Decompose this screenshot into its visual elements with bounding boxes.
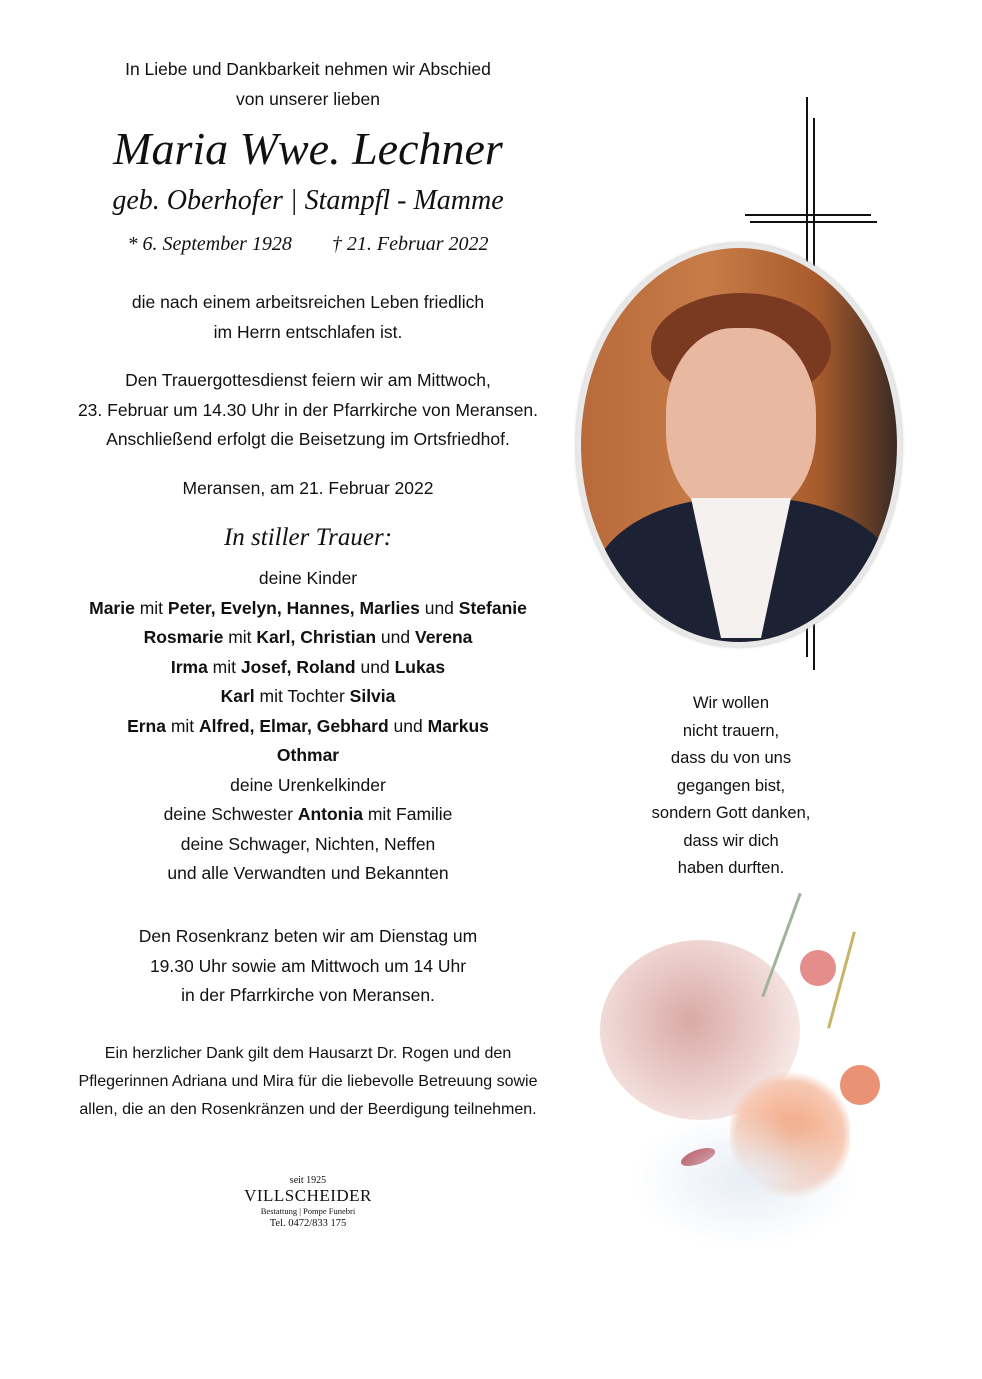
poem-line: gegangen bist, <box>676 776 786 795</box>
logo-name: VILLSCHEIDER <box>244 1186 372 1205</box>
deceased-name: Maria Wwe. Lechner <box>113 123 503 174</box>
family-text: mit <box>165 715 200 736</box>
text-line: 19.30 Uhr sowie am Mittwoch um 14 Uhr <box>149 955 467 976</box>
logo-phone: Tel. 0472/833 175 <box>269 1218 347 1229</box>
poem-line: dass du von uns <box>670 749 792 767</box>
thanks-text <box>40 1040 576 1124</box>
family-member-name: Antonia <box>297 804 363 824</box>
family-line <box>40 830 576 860</box>
family-member-name: Silvia <box>349 686 396 706</box>
life-dates <box>40 233 576 256</box>
family-member-name: Alfred, Elmar, Gebhard <box>199 715 389 736</box>
passing-text <box>40 288 576 347</box>
funeral-text <box>40 366 576 455</box>
family-text: mit <box>134 597 168 618</box>
poem-line: nicht trauern, <box>682 721 780 740</box>
text-line: Den Rosenkranz beten wir am Dienstag um <box>138 926 478 946</box>
family-member-name: Rosmarie <box>143 627 224 647</box>
family-text: deine Kinder <box>258 568 358 588</box>
intro-line: von unserer lieben <box>236 88 380 109</box>
text-line: 23. Februar um 14.30 Uhr in der Pfarrkirche von Meransen. <box>77 399 539 420</box>
family-line <box>40 682 576 712</box>
family-member-name: Verena <box>414 627 473 647</box>
family-member-name: Erna <box>127 715 166 736</box>
family-line <box>40 712 576 742</box>
text-line: Pflegerinnen Adriana und Mira für die liebevolle Betreuung sowie <box>78 1073 538 1090</box>
poem-line: sondern Gott danken, <box>651 804 811 822</box>
family-line <box>40 859 576 889</box>
text-line: im Herrn entschlafen ist. <box>213 321 403 342</box>
text-line: Anschließend erfolgt die Beisetzung im Ortsfriedhof. <box>106 429 510 449</box>
family-text: mit <box>223 627 257 647</box>
family-line <box>40 594 576 624</box>
family-text: deine Urenkelkinder <box>230 774 386 795</box>
family-text: deine Schwester <box>163 804 298 824</box>
family-member-name: Josef, Roland <box>240 656 356 677</box>
place-date: Meransen, am 21. Februar 2022 <box>182 478 434 498</box>
logo-tagline: Bestattung | Pompe Funebri <box>260 1206 356 1216</box>
family-member-name: Markus <box>427 715 489 736</box>
family-text: und <box>376 627 415 647</box>
text-line: Den Trauergottesdienst feiern wir am Mittwoch, <box>125 370 491 390</box>
family-line <box>40 771 576 801</box>
family-member-name: Lukas <box>394 656 446 677</box>
family-text: mit Tochter <box>254 686 350 706</box>
logo-since: seit 1925 <box>289 1175 327 1186</box>
family-text: und alle Verwandten und Bekannten <box>167 863 449 883</box>
family-member-name: Othmar <box>276 745 340 765</box>
poem <box>630 690 832 883</box>
funeral-home-logo <box>228 1175 388 1229</box>
family-member-name: Irma <box>170 656 208 677</box>
family-member-name: Stefanie <box>458 597 527 618</box>
family-member-name: Karl, Christian <box>256 627 377 647</box>
rose-illustration <box>590 880 900 1300</box>
poem-line: Wir wollen <box>692 694 770 712</box>
death-date: † 21. Februar 2022 <box>331 233 489 255</box>
text-line: Ein herzlicher Dank gilt dem Hausarzt Dr. Rogen und den <box>104 1045 512 1062</box>
intro <box>40 55 576 114</box>
family-member-name: Peter, Evelyn, Hannes, Marlies <box>167 597 420 618</box>
family-text: und <box>388 715 428 736</box>
family-member-name: Marie <box>89 597 135 618</box>
family-text: und <box>419 597 459 618</box>
poem-line: dass wir dich <box>683 831 779 850</box>
birth-date: * 6. September 1928 <box>127 233 292 255</box>
family-text: und <box>355 656 395 677</box>
family-member-name: Karl <box>220 686 255 706</box>
text-line: allen, die an den Rosenkränzen und der Beerdigung teilnehmen. <box>79 1101 537 1118</box>
deceased-subtitle: geb. Oberhofer | Stampfl - Mamme <box>112 185 504 216</box>
family-line <box>40 653 576 683</box>
family-list <box>40 564 576 889</box>
portrait-photo <box>576 243 902 647</box>
intro-line: In Liebe und Dankbarkeit nehmen wir Abschied <box>125 59 491 79</box>
rosary-text <box>40 922 576 1011</box>
family-line <box>40 564 576 594</box>
text-line: die nach einem arbeitsreichen Leben friedlich <box>131 292 485 312</box>
text-line: in der Pfarrkirche von Meransen. <box>181 985 435 1005</box>
family-line <box>40 623 576 653</box>
poem-line: haben durften. <box>677 859 785 877</box>
family-text: mit Familie <box>362 804 453 824</box>
family-line <box>40 800 576 830</box>
family-text: mit <box>207 656 241 677</box>
mourning-heading: In stiller Trauer: <box>223 524 393 551</box>
family-line <box>40 741 576 771</box>
family-text: deine Schwager, Nichten, Neffen <box>180 833 436 854</box>
